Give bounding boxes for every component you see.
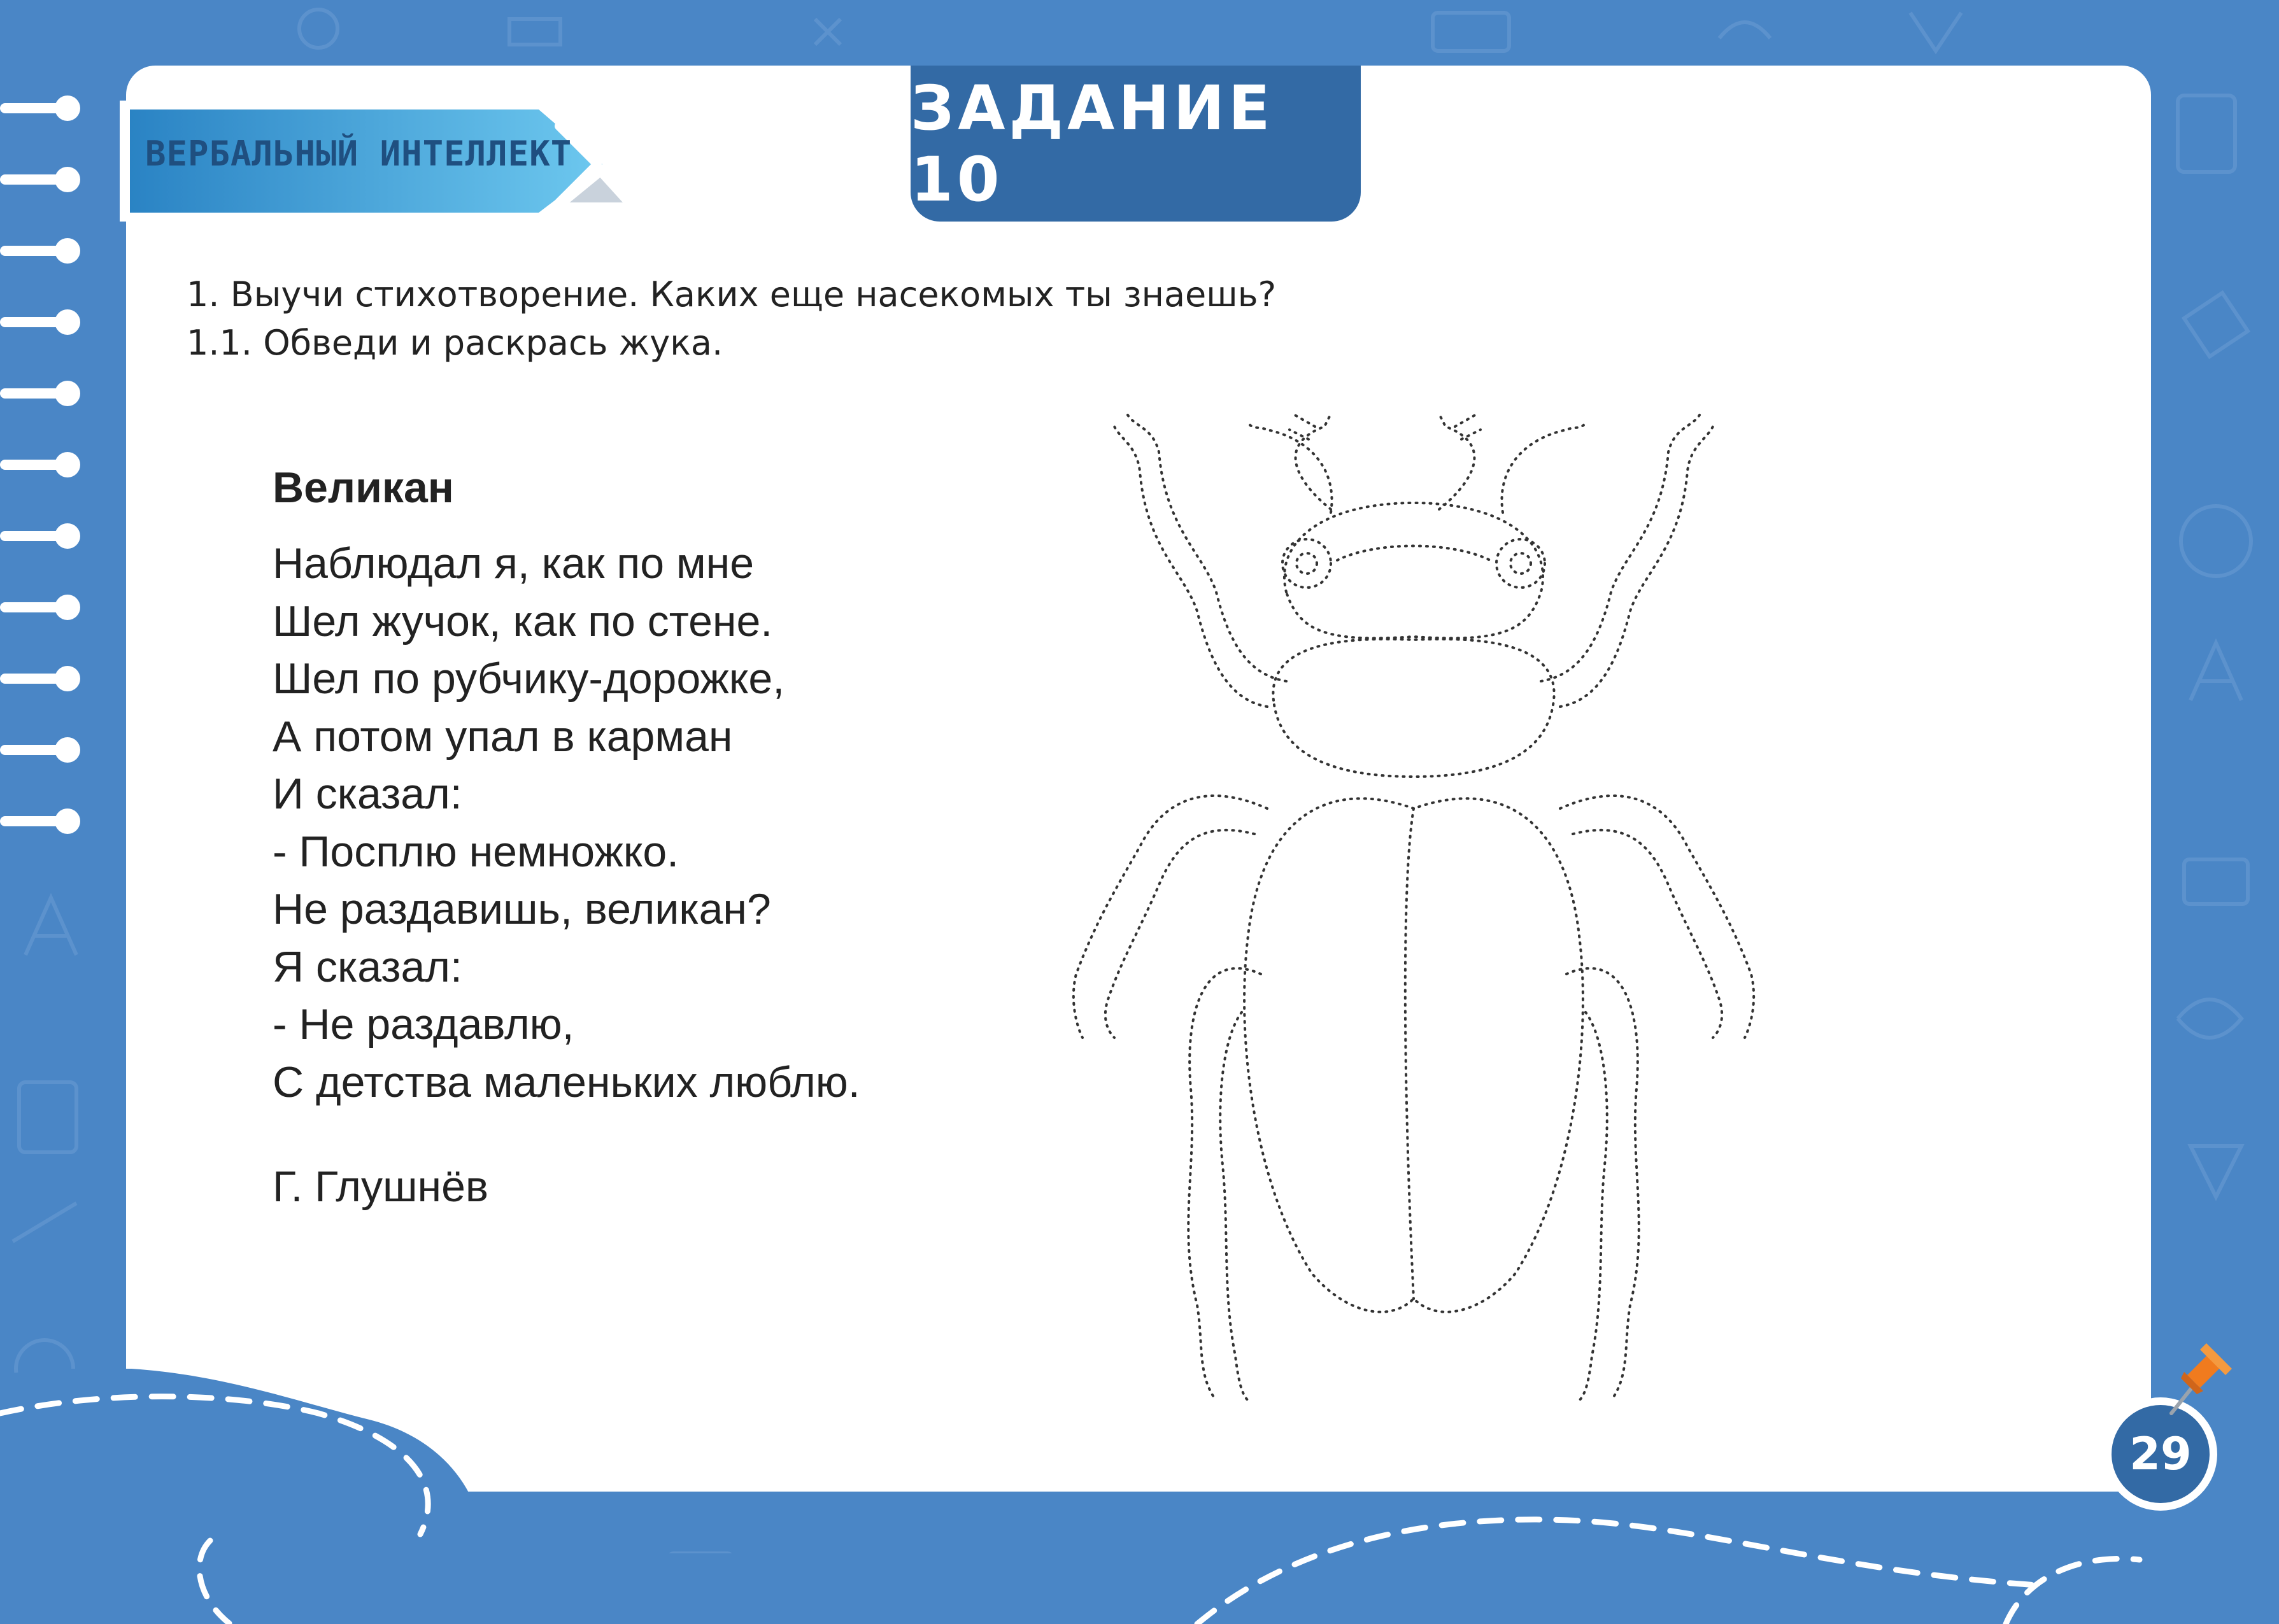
task-title-tab	[911, 66, 1361, 222]
beetle-head	[1284, 503, 1543, 638]
beetle-leg-middle-right	[1560, 796, 1754, 1038]
beetle-leg-middle-left	[1074, 796, 1267, 1038]
poem-body	[273, 535, 860, 1111]
binding-ring	[0, 446, 89, 484]
poem-line: Не раздавишь, великан?	[273, 885, 771, 933]
binding-ring	[0, 374, 89, 413]
pushpin-icon	[2152, 1331, 2235, 1426]
beetle-tracing-illustration	[1057, 401, 2025, 1420]
task-title: ЗАДАНИЕ 10	[911, 72, 1274, 215]
binding-ring	[0, 731, 89, 769]
poem-line: Шел по рубчику-дорожке,	[273, 654, 785, 703]
binding-ring	[0, 160, 89, 199]
poem-line: И сказал:	[273, 770, 462, 818]
instruction-line: 1.1. Обведи и раскрась жука.	[187, 323, 723, 363]
binding-ring	[0, 802, 89, 840]
binding-ring	[0, 517, 89, 555]
page-number: 29	[2129, 1428, 2192, 1480]
binding-ring	[0, 89, 89, 127]
poem-line: - Посплю немножко.	[273, 827, 679, 876]
beetle-thorax	[1273, 639, 1554, 777]
poem-author: Г. Глушнёв	[273, 1162, 489, 1211]
beetle-leg-front-right	[1541, 414, 1700, 681]
poem-line: Я сказал:	[273, 942, 462, 991]
binding-ring	[0, 588, 89, 626]
beetle-eye-right	[1496, 539, 1545, 588]
instruction-line: 1. Выучи стихотворение. Каких еще насекомых ты знаешь?	[187, 274, 1277, 314]
beetle-antenna-left	[1289, 414, 1331, 509]
instructions	[187, 271, 1276, 367]
poem-line: - Не раздавлю,	[273, 1000, 574, 1049]
binding-ring	[0, 232, 89, 270]
beetle-eye-left	[1282, 539, 1331, 588]
poem-line: Наблюдал я, как по мне	[273, 539, 755, 588]
beetle-body	[1244, 798, 1583, 1312]
poem-line: А потом упал в карман	[273, 712, 733, 761]
binding-ring	[0, 303, 89, 341]
beetle-antenna-right	[1439, 414, 1480, 509]
section-label: ВЕРБАЛЬНЫЙ ИНТЕЛЛЕКТ	[145, 134, 572, 174]
binding-ring	[0, 660, 89, 698]
poem-title: Великан	[273, 463, 454, 512]
beetle-leg-front-left	[1127, 414, 1286, 681]
poem-line: Шел жучок, как по стене.	[273, 597, 773, 646]
poem-line: С детства маленьких люблю.	[273, 1057, 860, 1106]
